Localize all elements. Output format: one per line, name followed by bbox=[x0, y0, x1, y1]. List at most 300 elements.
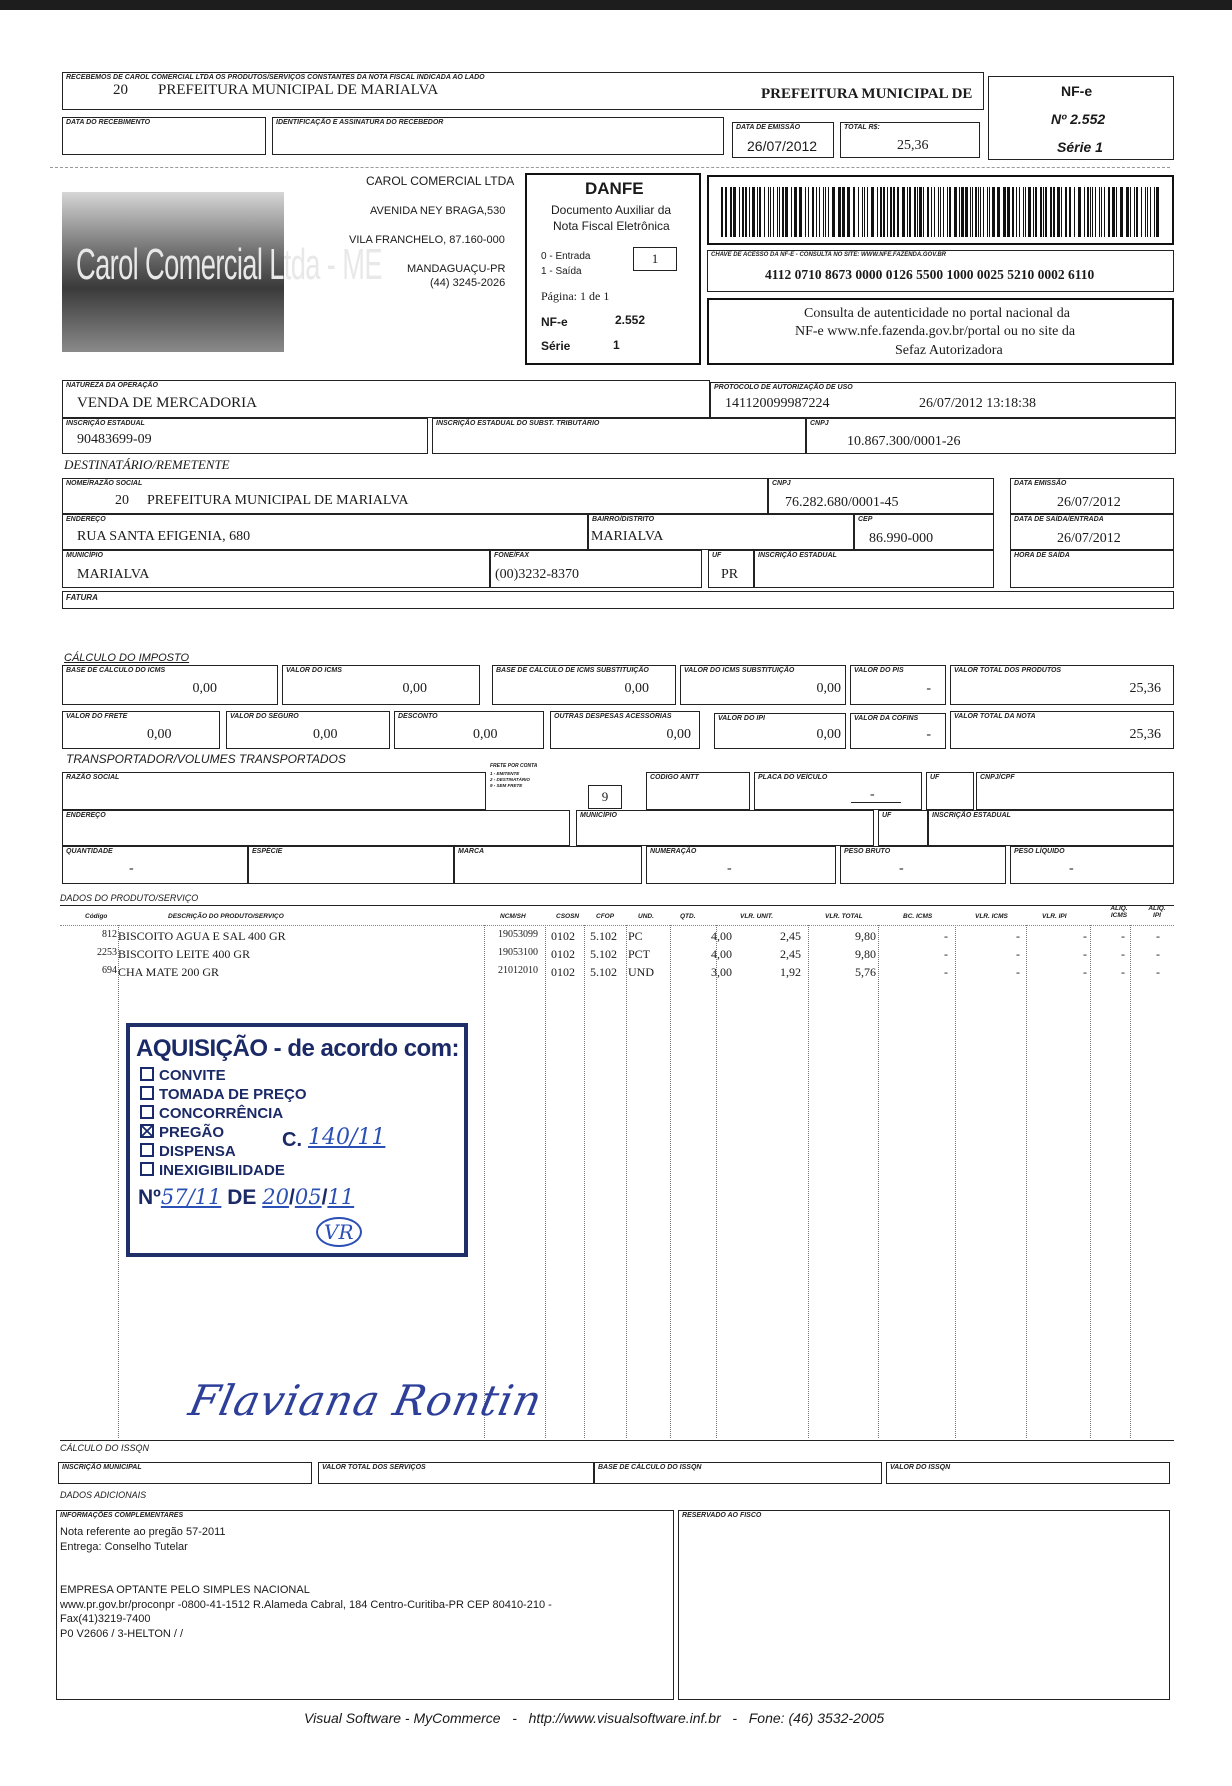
especie-box bbox=[248, 846, 454, 884]
column-header: DESCRIÇÃO DO PRODUTO/SERVIÇO bbox=[168, 913, 284, 920]
label: HORA DE SAÍDA bbox=[1014, 552, 1070, 559]
table-cell: 19053100 bbox=[498, 947, 538, 958]
barcode-bar bbox=[1134, 187, 1135, 237]
barcode-bar bbox=[1033, 187, 1034, 237]
numeracao-box bbox=[646, 846, 836, 884]
barcode-bar bbox=[1065, 187, 1067, 237]
stamp-date-month: 05 bbox=[294, 1185, 322, 1209]
barcode-bar bbox=[987, 187, 988, 237]
receipt-client-code: 20 bbox=[113, 82, 128, 98]
tax-section: CÁLCULO DO IMPOSTO bbox=[64, 652, 190, 664]
table-cell: - bbox=[1121, 947, 1125, 961]
label: NOME/RAZÃO SOCIAL bbox=[66, 480, 143, 487]
barcode-bar bbox=[1019, 187, 1020, 237]
barcode-bar bbox=[949, 187, 951, 237]
column-header: VLR. TOTAL bbox=[825, 913, 863, 920]
barcode-bar bbox=[980, 187, 981, 237]
stamp-option bbox=[140, 1162, 285, 1179]
checkbox-icon bbox=[140, 1067, 154, 1081]
barcode-bar bbox=[914, 187, 916, 237]
stamp-option-label: PREGÃO bbox=[159, 1124, 225, 1141]
barcode-bar bbox=[745, 187, 747, 237]
base-icms-box bbox=[62, 665, 278, 705]
barcode-bar bbox=[823, 187, 824, 237]
column-header: CSOSN bbox=[556, 913, 580, 920]
base-st-box bbox=[492, 665, 676, 705]
table-cell: 4,00 bbox=[711, 947, 732, 961]
products-bottom-line bbox=[60, 1440, 1174, 1441]
barcode-bar bbox=[1074, 187, 1075, 237]
label: DATA DO RECEBIMENTO bbox=[66, 119, 151, 126]
recipient-address-box bbox=[62, 514, 588, 550]
barcode-bar bbox=[1120, 187, 1123, 237]
issqn-section: CÁLCULO DO ISSQN bbox=[60, 1443, 150, 1453]
label: ESPÉCIE bbox=[252, 848, 283, 855]
barcode-bar bbox=[1061, 187, 1062, 237]
barcode-bar bbox=[989, 187, 990, 237]
barcode-bar bbox=[1092, 187, 1093, 237]
label: UF bbox=[930, 774, 940, 781]
danfe-page: Página: 1 de 1 bbox=[541, 289, 610, 303]
barcode-bar bbox=[934, 187, 935, 237]
table-cell: - bbox=[1016, 965, 1020, 979]
label: RAZÃO SOCIAL bbox=[66, 774, 120, 781]
receipt-total: 25,36 bbox=[897, 138, 929, 153]
label: CODIGO ANTT bbox=[650, 774, 699, 781]
transp-ie-box bbox=[928, 810, 1174, 846]
barcode-bar bbox=[909, 187, 911, 237]
label: UF bbox=[882, 812, 892, 819]
nfe-number: Nº 2.552 bbox=[1051, 111, 1106, 127]
frete-box bbox=[62, 711, 220, 749]
barcode-box bbox=[707, 175, 1174, 245]
column-separator bbox=[1026, 925, 1027, 1438]
column-header: ALIQ. IPI bbox=[1148, 905, 1166, 919]
barcode-bar bbox=[1040, 187, 1042, 237]
table-cell: 2253 bbox=[97, 947, 117, 958]
additional-section: DADOS ADICIONAIS bbox=[60, 1490, 147, 1500]
danfe-nfe-label: NF-e bbox=[541, 315, 568, 329]
table-cell: 4,00 bbox=[711, 929, 732, 943]
recipient-cep-box bbox=[854, 514, 994, 550]
info-line bbox=[60, 1569, 552, 1584]
barcode-bar bbox=[752, 187, 755, 237]
base-st: 0,00 bbox=[624, 681, 649, 696]
barcode-bar bbox=[917, 187, 918, 237]
table-cell: 21012010 bbox=[498, 965, 538, 976]
barcode-bar bbox=[1099, 187, 1100, 237]
stamp-date-day: 20 bbox=[262, 1185, 289, 1209]
issuer-district: VILA FRANCHELO, 87.160-000 bbox=[349, 234, 505, 246]
barcode-bar bbox=[1136, 187, 1138, 237]
barcode-bar bbox=[890, 187, 892, 237]
label: INFORMAÇÕES COMPLEMENTARES bbox=[60, 1512, 184, 1519]
barcode-bar bbox=[1053, 187, 1055, 237]
receipt-client-short: PREFEITURA MUNICIPAL DE bbox=[761, 86, 973, 102]
barcode-bar bbox=[871, 187, 874, 237]
table-cell: UND bbox=[628, 965, 654, 979]
transp-cnpj-box bbox=[976, 772, 1174, 810]
barcode-bar bbox=[1108, 187, 1110, 237]
acquisition-stamp bbox=[126, 1023, 468, 1257]
table-cell: - bbox=[1121, 965, 1125, 979]
barcode-bar bbox=[1025, 187, 1026, 237]
stamp-option bbox=[140, 1086, 307, 1103]
table-cell: - bbox=[944, 965, 948, 979]
barcode-bar bbox=[1087, 187, 1089, 237]
total-produtos-box bbox=[950, 665, 1174, 705]
ipi-box bbox=[714, 713, 846, 749]
barcode-bar bbox=[883, 187, 885, 237]
column-header: CFOP bbox=[596, 913, 615, 920]
label: BASE DE CÁLCULO DE ICMS SUBSTITUIÇÃO bbox=[496, 667, 649, 674]
column-separator bbox=[118, 925, 119, 1438]
table-cell: 694 bbox=[102, 965, 117, 976]
label: INSCRIÇÃO ESTADUAL bbox=[932, 812, 1011, 819]
table-cell: 2,45 bbox=[780, 929, 801, 943]
barcode-bar bbox=[1016, 187, 1017, 237]
label: FRETE POR CONTA bbox=[490, 763, 538, 769]
peso-liquido-box bbox=[1010, 846, 1174, 884]
label: RESERVADO AO FISCO bbox=[682, 1512, 762, 1519]
barcode-bar bbox=[832, 187, 835, 237]
stamp-option bbox=[140, 1067, 226, 1084]
table-cell: - bbox=[944, 929, 948, 943]
barcode-bar bbox=[931, 187, 932, 237]
barcode-bar bbox=[842, 187, 845, 237]
barcode-bar bbox=[1141, 187, 1142, 237]
quantidade: - bbox=[129, 861, 134, 876]
barcode-bar bbox=[1050, 187, 1052, 237]
barcode-bar bbox=[1023, 187, 1024, 237]
recipient-name-box bbox=[62, 478, 768, 514]
peso-bruto: - bbox=[899, 861, 904, 876]
barcode-bar bbox=[919, 187, 922, 237]
barcode-bar bbox=[1147, 187, 1148, 237]
receipt-signature-box bbox=[272, 117, 724, 155]
label: INSCRIÇÃO ESTADUAL DO SUBST. TRIBUTÁRIO bbox=[436, 420, 600, 427]
transp-uf2-box bbox=[878, 810, 928, 846]
barcode-bar bbox=[1007, 187, 1010, 237]
products-section: DADOS DO PRODUTO/SERVIÇO bbox=[60, 893, 199, 903]
consulta-line-1: Consulta de autenticidade no portal nacional da bbox=[804, 306, 1070, 321]
cut-line bbox=[50, 167, 1170, 168]
barcode-bar bbox=[1126, 187, 1129, 237]
info-line: EMPRESA OPTANTE PELO SIMPLES NACIONAL bbox=[60, 1584, 310, 1596]
label: QUANTIDADE bbox=[66, 848, 113, 855]
table-cell: CHA MATE 200 GR bbox=[118, 965, 220, 979]
barcode-bar bbox=[858, 187, 859, 237]
seguro: 0,00 bbox=[313, 727, 338, 742]
info-complementares-box bbox=[56, 1510, 674, 1700]
scan-top-edge bbox=[0, 0, 1232, 10]
info-line: Nota referente ao pregão 57-2011 bbox=[60, 1526, 226, 1538]
valor-icms-box bbox=[282, 665, 480, 705]
issqn-base-box bbox=[594, 1462, 882, 1484]
stamp-option bbox=[140, 1105, 283, 1122]
barcode-bar bbox=[1095, 187, 1096, 237]
issqn-im-box bbox=[58, 1462, 312, 1484]
cnpj-box bbox=[806, 418, 1176, 454]
barcode-bar bbox=[1112, 187, 1115, 237]
label: CNPJ/CPF bbox=[980, 774, 1015, 781]
outras: 0,00 bbox=[666, 727, 691, 742]
label: CNPJ bbox=[772, 480, 791, 487]
total-nota: 25,36 bbox=[1129, 727, 1161, 742]
danfe-subtitle-1: Documento Auxiliar da bbox=[551, 203, 672, 217]
barcode-bar bbox=[816, 187, 817, 237]
label: NATUREZA DA OPERAÇÃO bbox=[66, 382, 158, 389]
frete-value: 9 bbox=[601, 789, 609, 804]
products-top-line bbox=[60, 905, 1174, 906]
barcode-bar bbox=[1035, 187, 1037, 237]
label: VALOR DO ICMS SUBSTITUIÇÃO bbox=[684, 667, 795, 674]
valor-icms: 0,00 bbox=[402, 681, 427, 696]
barcode-bar bbox=[965, 187, 968, 237]
label: NUMERAÇÃO bbox=[650, 848, 697, 855]
issqn-valor-box bbox=[886, 1462, 1170, 1484]
protocolo-date: 26/07/2012 13:18:38 bbox=[919, 396, 1037, 411]
transp-endereco-box bbox=[62, 810, 570, 846]
label: VALOR DA COFINS bbox=[854, 715, 919, 722]
info-line bbox=[60, 1554, 552, 1569]
barcode-bar bbox=[1057, 187, 1060, 237]
label: INSCRIÇÃO ESTADUAL bbox=[758, 552, 837, 559]
issuer-name: CAROL COMERCIAL LTDA bbox=[366, 174, 515, 188]
frete-value-box bbox=[588, 785, 622, 809]
barcode-bar bbox=[853, 187, 855, 237]
nfe-id-box bbox=[988, 76, 1174, 160]
barcode-bar bbox=[1145, 187, 1146, 237]
label: DATA DE SAÍDA/ENTRADA bbox=[1014, 516, 1104, 523]
table-cell: 0102 bbox=[551, 947, 575, 961]
danfe-serie-value: 1 bbox=[613, 338, 620, 352]
label: MUNICÍPIO bbox=[580, 812, 617, 819]
stamp-option bbox=[140, 1143, 236, 1160]
column-header: UND. bbox=[638, 913, 654, 920]
consulta-line-2: NF-e www.nfe.fazenda.gov.br/portal ou no site da bbox=[795, 324, 1076, 339]
frete: 0,00 bbox=[147, 727, 172, 742]
barcode-bar bbox=[864, 187, 865, 237]
danfe-entrada: 0 - Entrada bbox=[541, 251, 591, 262]
barcode-bar bbox=[733, 187, 736, 237]
column-header: ALIQ. ICMS bbox=[1110, 905, 1128, 919]
label: VALOR TOTAL DOS SERVIÇOS bbox=[322, 1464, 426, 1471]
recipient-exit-date: 26/07/2012 bbox=[1057, 531, 1121, 546]
issuer-phone: (44) 3245-2026 bbox=[430, 277, 506, 289]
label: BASE DE CÁLCULO DO ICMS bbox=[66, 667, 166, 674]
danfe-nfe-value: 2.552 bbox=[615, 313, 646, 327]
barcode-bar bbox=[978, 187, 979, 237]
placa-box bbox=[754, 772, 922, 810]
barcode-bar bbox=[725, 187, 727, 237]
barcode-bar bbox=[961, 187, 964, 237]
label: VALOR DO ISSQN bbox=[890, 1464, 951, 1471]
barcode-bar bbox=[1090, 187, 1091, 237]
nfe-serie: Série 1 bbox=[1057, 139, 1103, 155]
cofins: - bbox=[926, 727, 931, 742]
danfe-box bbox=[525, 173, 701, 365]
barcode-bar bbox=[902, 187, 905, 237]
barcode-bar bbox=[880, 187, 882, 237]
issqn-total-box bbox=[318, 1462, 594, 1484]
column-header: BC. ICMS bbox=[903, 913, 933, 920]
table-cell: 9,80 bbox=[855, 929, 876, 943]
barcode-bar bbox=[1078, 187, 1081, 237]
receipt-date-box bbox=[62, 117, 266, 155]
barcode-bar bbox=[927, 187, 929, 237]
barcode-bar bbox=[867, 187, 868, 237]
cnpj: 10.867.300/0001-26 bbox=[847, 434, 961, 449]
label: VALOR DO ICMS bbox=[286, 667, 342, 674]
label: CHAVE DE ACESSO DA NF-E - CONSULTA NO SITE: WWW.NFE.FAZENDA.GOV.BR bbox=[711, 252, 946, 258]
valor-st-box bbox=[680, 665, 846, 705]
recipient-exit-box bbox=[1010, 514, 1174, 550]
stamp-option-label: TOMADA DE PREÇO bbox=[159, 1086, 307, 1103]
issuer-logo-text: Carol Comercial Ltda - ME bbox=[76, 240, 382, 289]
label: PLACA DO VEÍCULO bbox=[758, 774, 828, 781]
access-key: 4112 0710 8673 0000 0126 5500 1000 0025 5210 0002 6110 bbox=[765, 267, 1095, 282]
label: VALOR DO PIS bbox=[854, 667, 904, 674]
stamp-c-value: 140/11 bbox=[308, 1125, 386, 1150]
label: PESO LÍQUIDO bbox=[1014, 848, 1065, 855]
table-cell: 5.102 bbox=[590, 965, 617, 979]
barcode-bar bbox=[959, 187, 960, 237]
stamp-option-label: CONCORRÊNCIA bbox=[159, 1105, 284, 1122]
table-cell: - bbox=[1156, 947, 1160, 961]
checkbox-icon bbox=[140, 1105, 154, 1119]
total-nota-box bbox=[950, 711, 1174, 749]
stamp-option-label: CONVITE bbox=[159, 1067, 226, 1084]
barcode-bar bbox=[1104, 187, 1105, 237]
desconto-box bbox=[394, 711, 544, 749]
barcode-bar bbox=[983, 187, 984, 237]
table-cell: 2,45 bbox=[780, 947, 801, 961]
footer: Visual Software - MyCommerce - http://www.visualsoftware.inf.br - Fone: (46) 3532-2005 bbox=[304, 1710, 885, 1726]
issuer-city: MANDAGUAÇU-PR bbox=[407, 263, 506, 275]
label: CNPJ bbox=[810, 420, 829, 427]
stamp-option bbox=[140, 1124, 224, 1141]
fatura-box bbox=[62, 591, 1174, 609]
barcode-bar bbox=[739, 187, 740, 237]
barcode-bar bbox=[730, 187, 732, 237]
consulta-box bbox=[707, 298, 1174, 365]
protocolo-box bbox=[710, 382, 1176, 418]
label: ENDEREÇO bbox=[66, 516, 106, 523]
barcode-bar bbox=[742, 187, 744, 237]
receipt-statement: RECEBEMOS DE CAROL COMERCIAL LTDA OS PRODUTOS/SERVIÇOS CONSTANTES DA NOTA FISCAL INDICADA AO LADO bbox=[66, 74, 485, 81]
recipient-ie-box bbox=[754, 550, 994, 588]
numeracao: - bbox=[727, 861, 732, 876]
label: UF bbox=[712, 552, 722, 559]
barcode-bar bbox=[1045, 187, 1047, 237]
natureza: VENDA DE MERCADORIA bbox=[77, 395, 257, 411]
table-cell: 0102 bbox=[551, 965, 575, 979]
column-separator bbox=[1090, 925, 1091, 1438]
frete-option: 2 - DESTINATÁRIO bbox=[490, 777, 530, 782]
label: VALOR TOTAL DA NOTA bbox=[954, 713, 1036, 720]
recipient-address: RUA SANTA EFIGENIA, 680 bbox=[77, 529, 251, 544]
label: OUTRAS DESPESAS ACESSÓRIAS bbox=[554, 713, 672, 720]
column-separator bbox=[626, 925, 627, 1438]
table-cell: 812 bbox=[102, 929, 117, 940]
column-header: QTD. bbox=[680, 913, 696, 920]
column-header: Código bbox=[85, 913, 108, 920]
recipient-phone: (00)3232-8370 bbox=[495, 567, 579, 582]
stamp-de-label: DE bbox=[227, 1186, 257, 1209]
barcode-bar bbox=[828, 187, 829, 237]
recipient-uf-box bbox=[708, 550, 754, 588]
frete-option: 9 - SEM FRETE bbox=[490, 783, 523, 788]
column-separator bbox=[955, 925, 956, 1438]
barcode-bar bbox=[799, 187, 802, 237]
pis-box bbox=[850, 665, 946, 705]
label: VALOR DO IPI bbox=[718, 715, 765, 722]
valor-st: 0,00 bbox=[816, 681, 841, 696]
label: MUNICÍPIO bbox=[66, 552, 103, 559]
barcode-bar bbox=[1069, 187, 1071, 237]
natureza-box bbox=[62, 380, 710, 418]
column-separator bbox=[584, 925, 585, 1438]
stamp-option-label: DISPENSA bbox=[159, 1143, 236, 1160]
barcode-bar bbox=[838, 187, 841, 237]
table-cell: 9,80 bbox=[855, 947, 876, 961]
barcode-bar bbox=[1003, 187, 1006, 237]
barcode-bar bbox=[773, 187, 774, 237]
table-cell: - bbox=[1016, 947, 1020, 961]
desconto: 0,00 bbox=[473, 727, 498, 742]
table-cell: - bbox=[1156, 965, 1160, 979]
barcode-bar bbox=[943, 187, 944, 237]
barcode-bar bbox=[954, 187, 957, 237]
column-separator bbox=[670, 925, 671, 1438]
info-lines bbox=[60, 1525, 552, 1641]
table-cell: 3,00 bbox=[711, 965, 732, 979]
barcode-bar bbox=[847, 187, 850, 237]
barcode-bar bbox=[1101, 187, 1102, 237]
stamp-title: AQUISIÇÃO - de acordo com: bbox=[136, 1035, 460, 1062]
stamp-n-label: Nº bbox=[138, 1186, 161, 1209]
table-cell: - bbox=[1083, 947, 1087, 961]
stamp-n-value: 57/11 bbox=[160, 1185, 222, 1209]
recipient-city: MARIALVA bbox=[77, 567, 150, 582]
checkbox-icon bbox=[140, 1086, 154, 1100]
barcode-bar bbox=[812, 187, 814, 237]
recipient-code: 20 bbox=[115, 493, 129, 508]
danfe-subtitle-2: Nota Fiscal Eletrônica bbox=[553, 219, 670, 233]
transp-municipio-box bbox=[576, 810, 874, 846]
recipient-time-box bbox=[1010, 550, 1174, 588]
barcode-bar bbox=[721, 187, 723, 237]
checkbox-icon bbox=[140, 1143, 154, 1157]
table-cell: BISCOITO LEITE 400 GR bbox=[118, 947, 251, 961]
barcode-bar bbox=[975, 187, 977, 237]
checked-checkbox-icon bbox=[140, 1124, 154, 1138]
barcode-bar bbox=[1043, 187, 1044, 237]
label: PROTOCOLO DE AUTORIZAÇÃO DE USO bbox=[714, 384, 853, 391]
column-header: VLR. IPI bbox=[1042, 913, 1067, 920]
barcode-bar bbox=[808, 187, 809, 237]
peso-liquido: - bbox=[1069, 861, 1074, 876]
barcode-bar bbox=[970, 187, 971, 237]
recipient-cnpj: 76.282.680/0001-45 bbox=[785, 495, 899, 510]
table-cell: - bbox=[944, 947, 948, 961]
ie-box bbox=[62, 418, 428, 454]
transp-razao-box bbox=[62, 772, 486, 810]
table-cell: 5.102 bbox=[590, 929, 617, 943]
label: FATURA bbox=[66, 593, 98, 602]
barcode-bar bbox=[1154, 187, 1155, 237]
